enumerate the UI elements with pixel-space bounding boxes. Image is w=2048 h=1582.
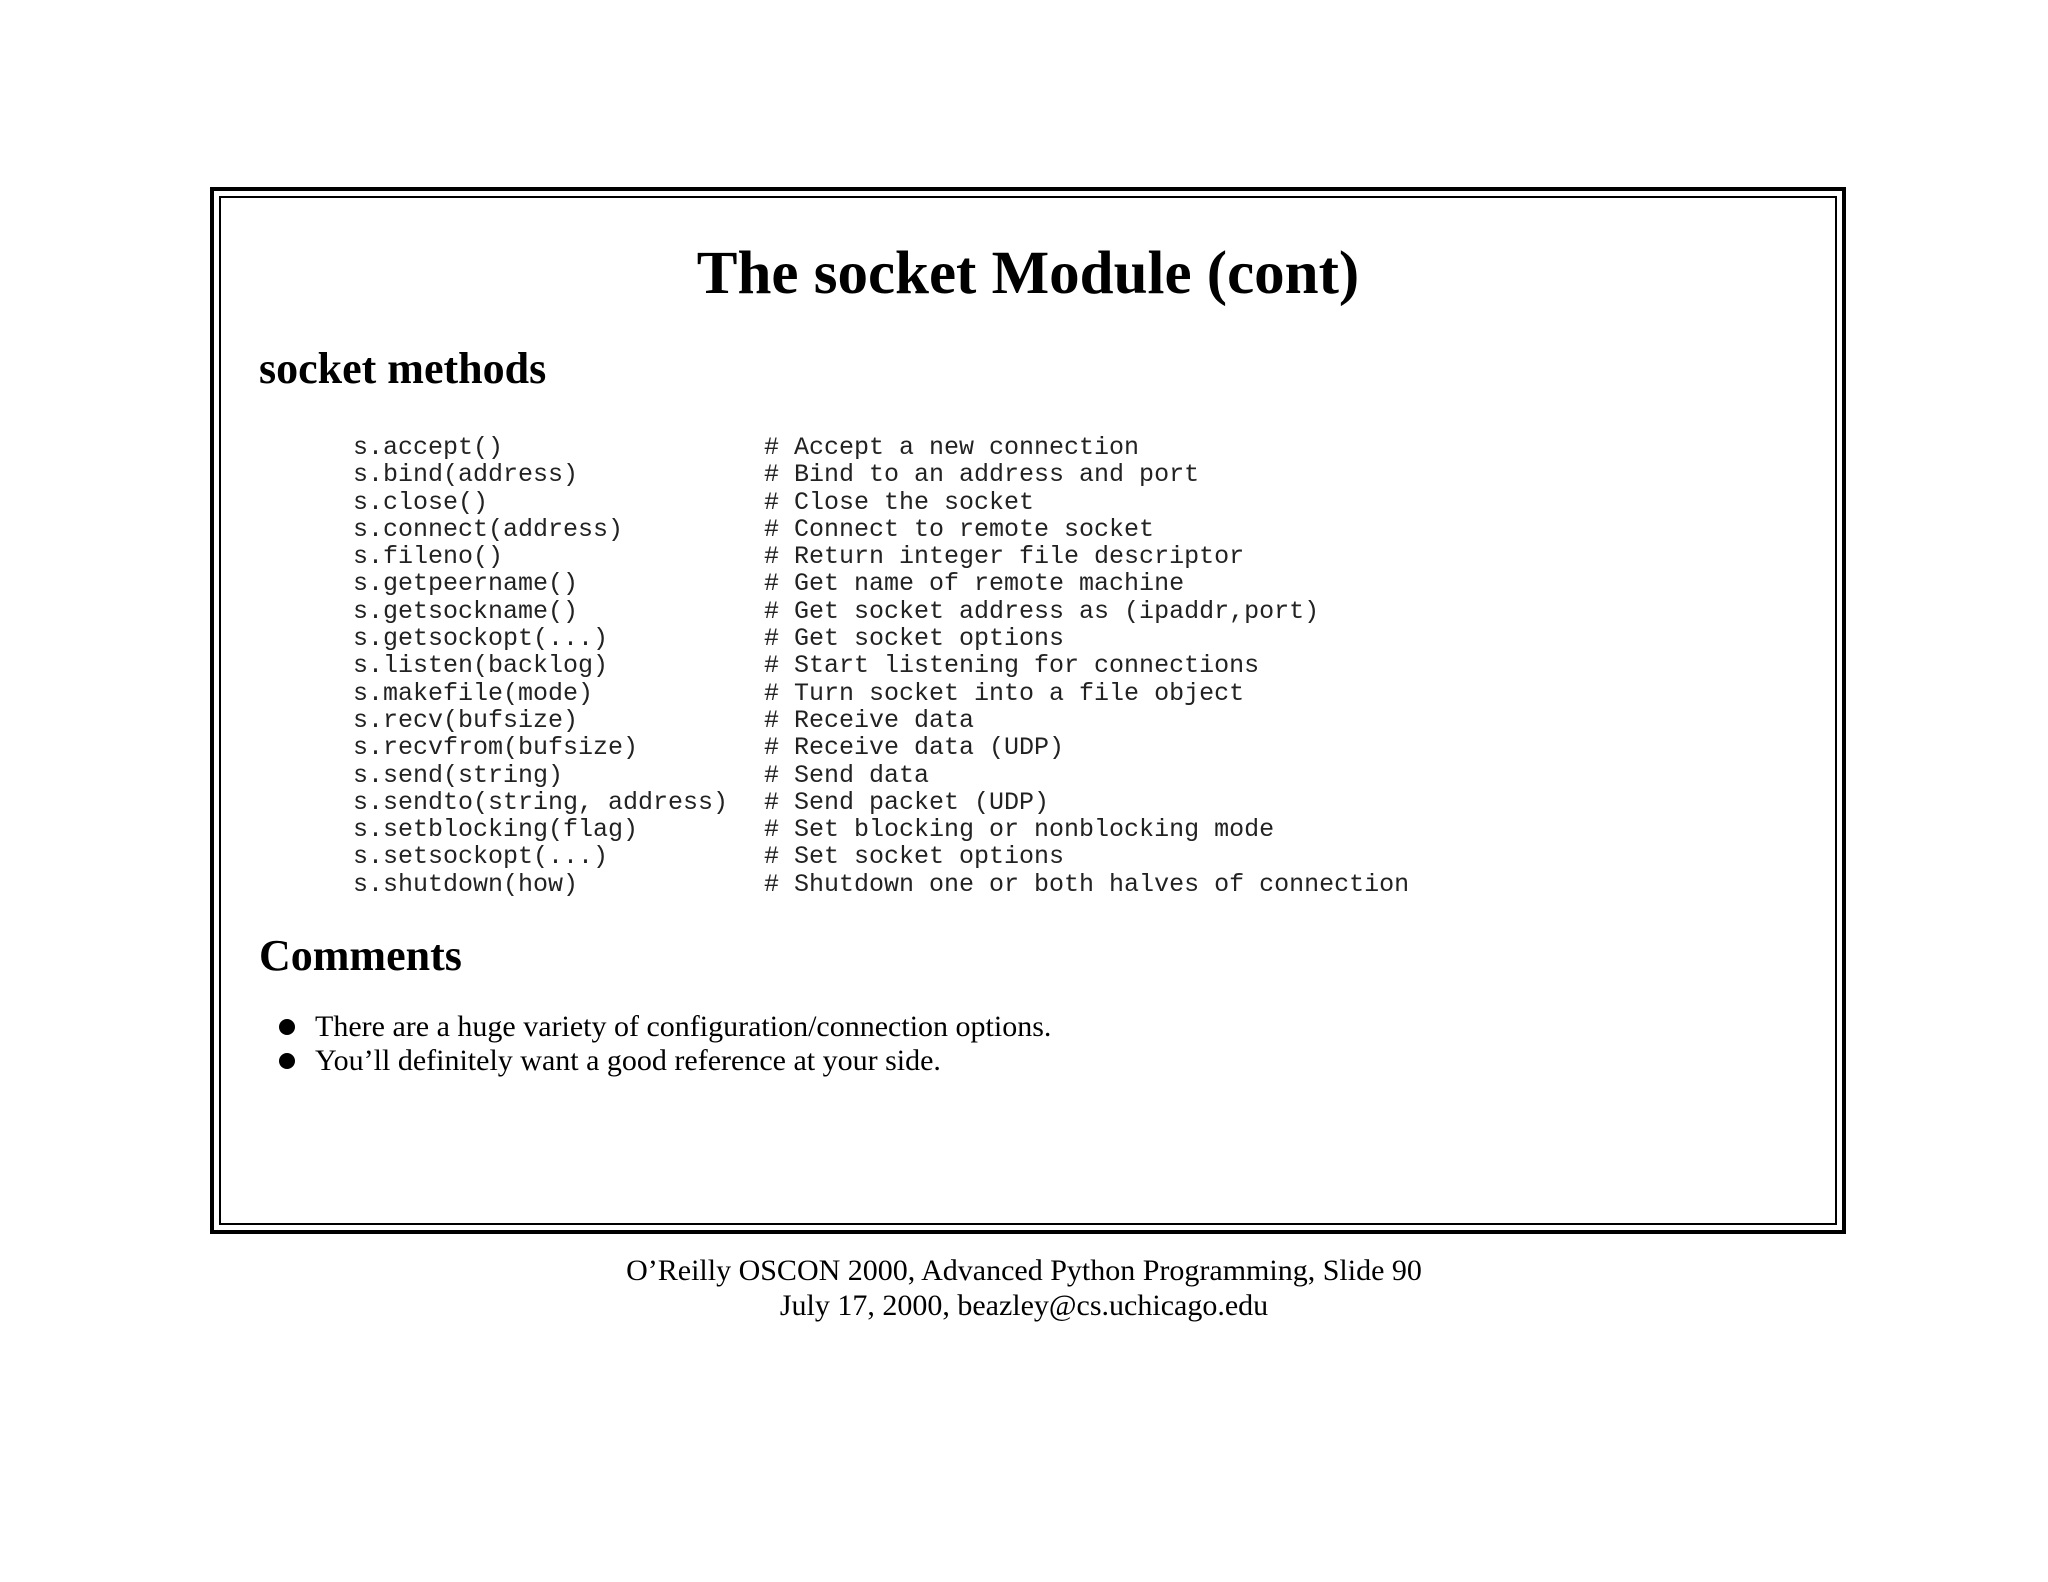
method-comment: # Get socket address as (ipaddr,port) [764, 596, 1320, 626]
method-row [353, 625, 1409, 652]
method-row [353, 707, 1409, 734]
method-row [353, 489, 1409, 516]
method-call: s.close() [353, 487, 489, 517]
slide-frame [210, 187, 1846, 1234]
comment-text: There are a huge variety of configuration/connection options. [315, 1010, 1052, 1043]
method-call: s.setblocking(flag) [353, 815, 639, 845]
method-call: s.getsockopt(...) [353, 624, 609, 654]
comment-text: You’ll definitely want a good reference at your side. [315, 1044, 941, 1077]
method-comment: # Get socket options [764, 624, 1065, 654]
method-row [353, 843, 1409, 870]
method-call: s.connect(address) [353, 514, 624, 544]
method-call: s.listen(backlog) [353, 651, 609, 681]
method-comment: # Receive data [764, 705, 975, 735]
method-call: s.recvfrom(bufsize) [353, 733, 639, 763]
method-comment: # Shutdown one or both halves of connection [764, 869, 1410, 899]
methods-code-block [353, 434, 1409, 898]
method-comment: # Bind to an address and port [764, 460, 1200, 490]
method-row [353, 816, 1409, 843]
method-comment: # Close the socket [764, 487, 1035, 517]
bullet-icon [279, 1053, 295, 1069]
method-comment: # Return integer file descriptor [764, 542, 1245, 572]
method-call: s.send(string) [353, 760, 564, 790]
method-row [353, 652, 1409, 679]
method-row [353, 598, 1409, 625]
method-call: s.getpeername() [353, 569, 579, 599]
method-comment: # Send data [764, 760, 930, 790]
comment-item [277, 1010, 1051, 1044]
method-row [353, 570, 1409, 597]
method-row [353, 680, 1409, 707]
comments-list [277, 1010, 1051, 1078]
method-comment: # Receive data (UDP) [764, 733, 1065, 763]
slide-footer [0, 1253, 2048, 1323]
method-row [353, 871, 1409, 898]
method-call: s.getsockname() [353, 596, 579, 626]
bullet-icon [279, 1019, 295, 1035]
method-row [353, 762, 1409, 789]
method-call: s.accept() [353, 433, 504, 462]
method-call: s.shutdown(how) [353, 869, 579, 899]
slide-inner-border [219, 196, 1837, 1225]
method-comment: # Get name of remote machine [764, 569, 1185, 599]
comments-heading: Comments [259, 931, 462, 980]
method-comment: # Accept a new connection [764, 433, 1140, 462]
method-comment: # Set blocking or nonblocking mode [764, 815, 1275, 845]
method-comment: # Send packet (UDP) [764, 787, 1050, 817]
method-call: s.bind(address) [353, 460, 579, 490]
method-row [353, 543, 1409, 570]
comment-item [277, 1044, 1051, 1078]
method-row [353, 734, 1409, 761]
method-call: s.setsockopt(...) [353, 842, 609, 872]
footer-line-2: July 17, 2000, beazley@cs.uchicago.edu [779, 1289, 1269, 1322]
method-call: s.fileno() [353, 542, 504, 572]
footer-line-1: O’Reilly OSCON 2000, Advanced Python Programming, Slide 90 [626, 1254, 1422, 1287]
slide-title: The socket Module (cont) [696, 240, 1360, 307]
method-call: s.recv(bufsize) [353, 705, 579, 735]
method-row [353, 434, 1409, 461]
method-comment: # Connect to remote socket [764, 514, 1155, 544]
method-comment: # Set socket options [764, 842, 1065, 872]
methods-heading: socket methods [259, 344, 547, 393]
method-call: s.makefile(mode) [353, 678, 594, 708]
method-row [353, 461, 1409, 488]
method-comment: # Turn socket into a file object [764, 678, 1245, 708]
method-call: s.sendto(string, address) [353, 787, 729, 817]
method-row [353, 516, 1409, 543]
method-comment: # Start listening for connections [764, 651, 1260, 681]
method-row [353, 789, 1409, 816]
